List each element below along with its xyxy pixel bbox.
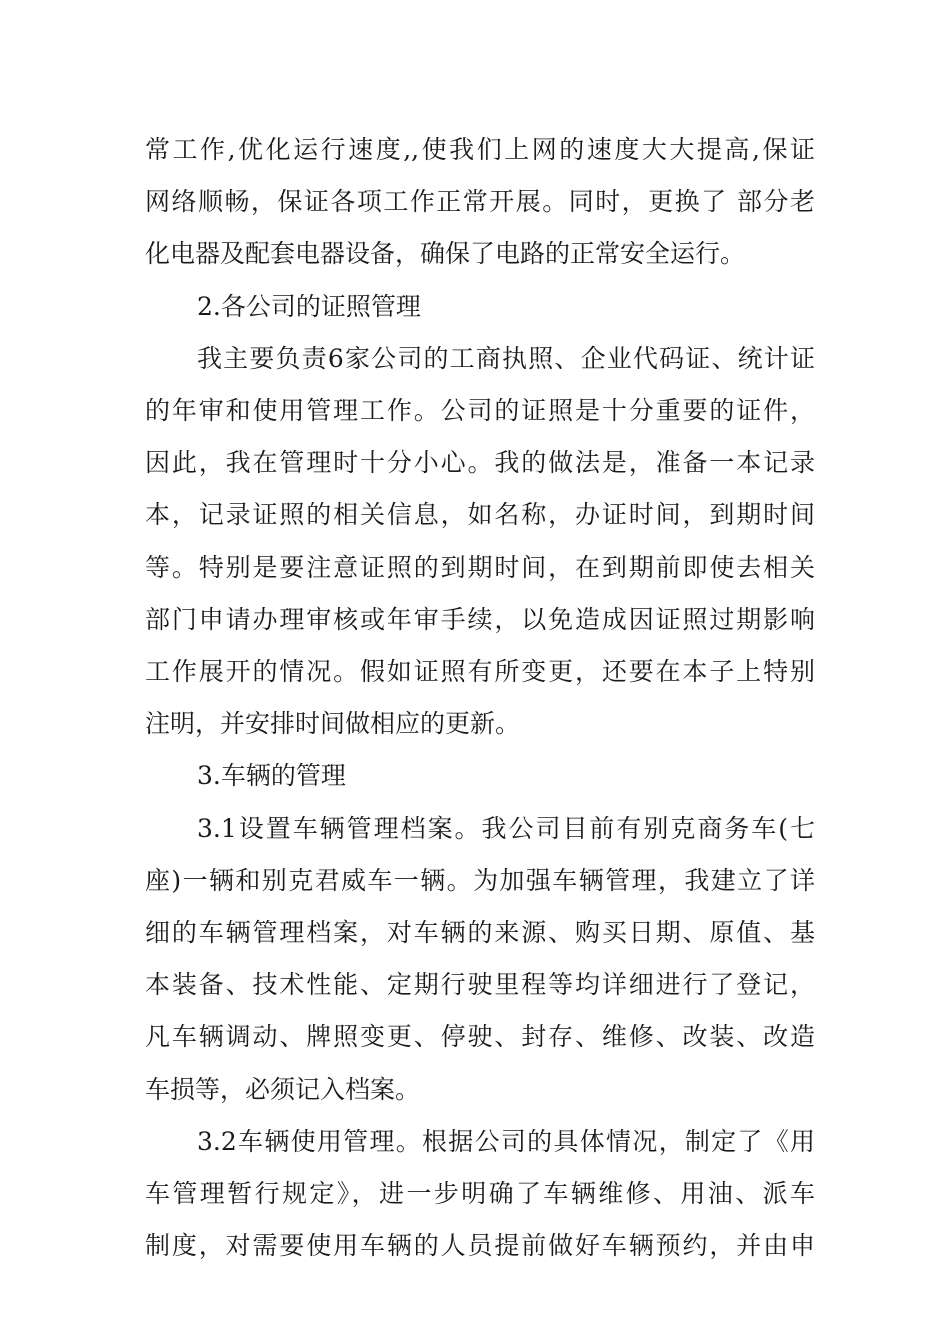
paragraph-line: 本装备、技术性能、定期行驶里程等均详细进行了登记，	[145, 970, 815, 1000]
paragraph-line: 部门申请办理审核或年审手续，以免造成因证照过期影响	[145, 604, 815, 634]
paragraph-line: 车损等，必须记入档案。	[145, 1074, 421, 1104]
paragraph-line: 等。特别是要注意证照的到期时间，在到期前即使去相关	[145, 552, 815, 582]
paragraph-first-line: 我主要负责6家公司的工商执照、企业代码证、统计证	[197, 343, 815, 373]
paragraph-first-line: 3.2车辆使用管理。根据公司的具体情况，制定了《用	[197, 1126, 815, 1156]
paragraph-line: 车管理暂行规定》，进一步明确了车辆维修、用油、派车	[145, 1179, 815, 1208]
paragraph-first-line: 3.1设置车辆管理档案。我公司目前有别克商务车(七	[197, 813, 815, 843]
paragraph-line: 细的车辆管理档案，对车辆的来源、购买日期、原值、基	[145, 918, 815, 947]
paragraph-line: 本，记录证照的相关信息，如名称，办证时间，到期时间	[145, 500, 815, 530]
paragraph-line: 化电器及配套电器设备，确保了电路的正常安全运行。	[145, 239, 746, 269]
paragraph-line: 凡车辆调动、牌照变更、停驶、封存、维修、改装、改造	[145, 1022, 815, 1052]
paragraph-line: 网络顺畅，保证各项工作正常开展。同时，更换了 部分老	[145, 187, 815, 217]
paragraph-line: 注明，并安排时间做相应的更新。	[145, 709, 521, 739]
paragraph-first-line: 2.各公司的证照管理	[197, 291, 421, 321]
paragraph-line: 常工作,优化运行速度,,使我们上网的速度大大提高,保证	[145, 135, 815, 164]
paragraph-line: 因此，我在管理时十分小心。我的做法是，准备一本记录	[145, 448, 815, 478]
paragraph-line: 座)一辆和别克君威车一辆。为加强车辆管理，我建立了详	[145, 865, 815, 895]
paragraph-first-line: 3.车辆的管理	[197, 761, 346, 791]
paragraph-line: 的年审和使用管理工作。公司的证照是十分重要的证件，	[145, 396, 815, 425]
paragraph-line: 制度，对需要使用车辆的人员提前做好车辆预约，并由申	[145, 1231, 815, 1261]
paragraph-line: 工作展开的情况。假如证照有所变更，还要在本子上特别	[145, 657, 815, 686]
